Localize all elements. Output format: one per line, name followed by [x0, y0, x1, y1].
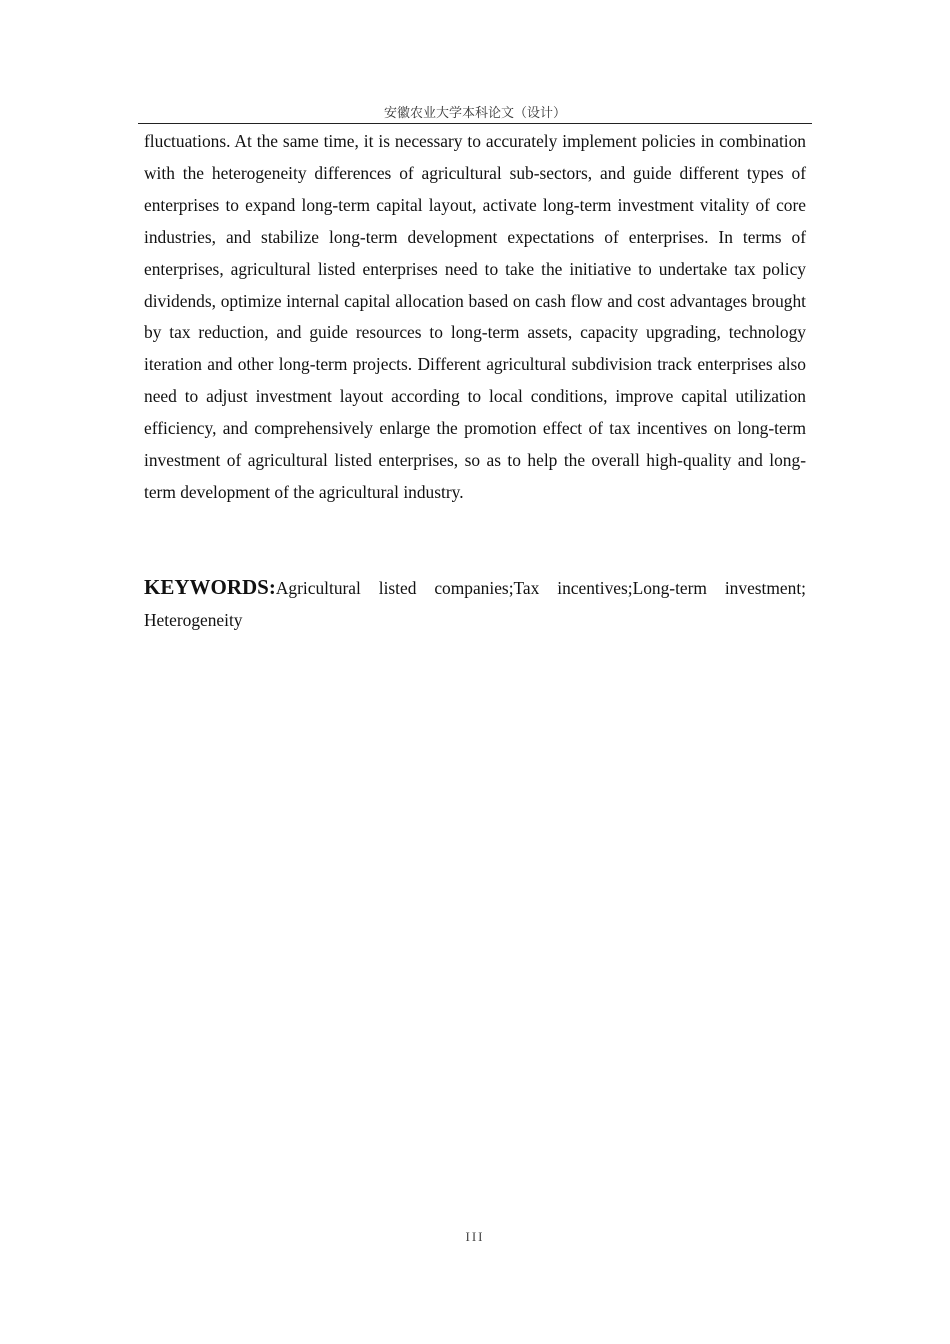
running-header: 安徽农业大学本科论文（设计）: [383, 106, 566, 121]
keywords-text: Agricultural listed companies;Tax incentives;Long-term investment; Heterogeneity: [144, 578, 806, 630]
keywords-block: [144, 572, 806, 637]
abstract-paragraph: fluctuations. At the same time, it is necessary to accurately implement policies in combination with the heterogeneity differences of agricultural sub-sectors, and guide different types of enterprises to expand long-term capital layout, activate long-term investment vitality of core industries, and stabilize long-term development expectations of enterprises. In terms of enterprises, agricultural listed enterprises need to take the initiative to undertake tax policy dividends, optimize internal capital allocation based on cash flow and cost advantages brought by tax reduction, and guide resources to long-term assets, capacity upgrading, technology iteration and other long-term projects. Different agricultural subdivision track enterprises also need to adjust investment layout according to local conditions, improve capital utilization efficiency, and comprehensively enlarge the promotion effect of tax incentives on long-term investment of agricultural listed enterprises, so as to help the overall high-quality and long-term development of the agricultural industry.: [144, 131, 806, 502]
keywords-label: KEYWORDS:: [144, 575, 276, 599]
header-rule: [138, 123, 812, 124]
page-number: III: [465, 1229, 485, 1244]
